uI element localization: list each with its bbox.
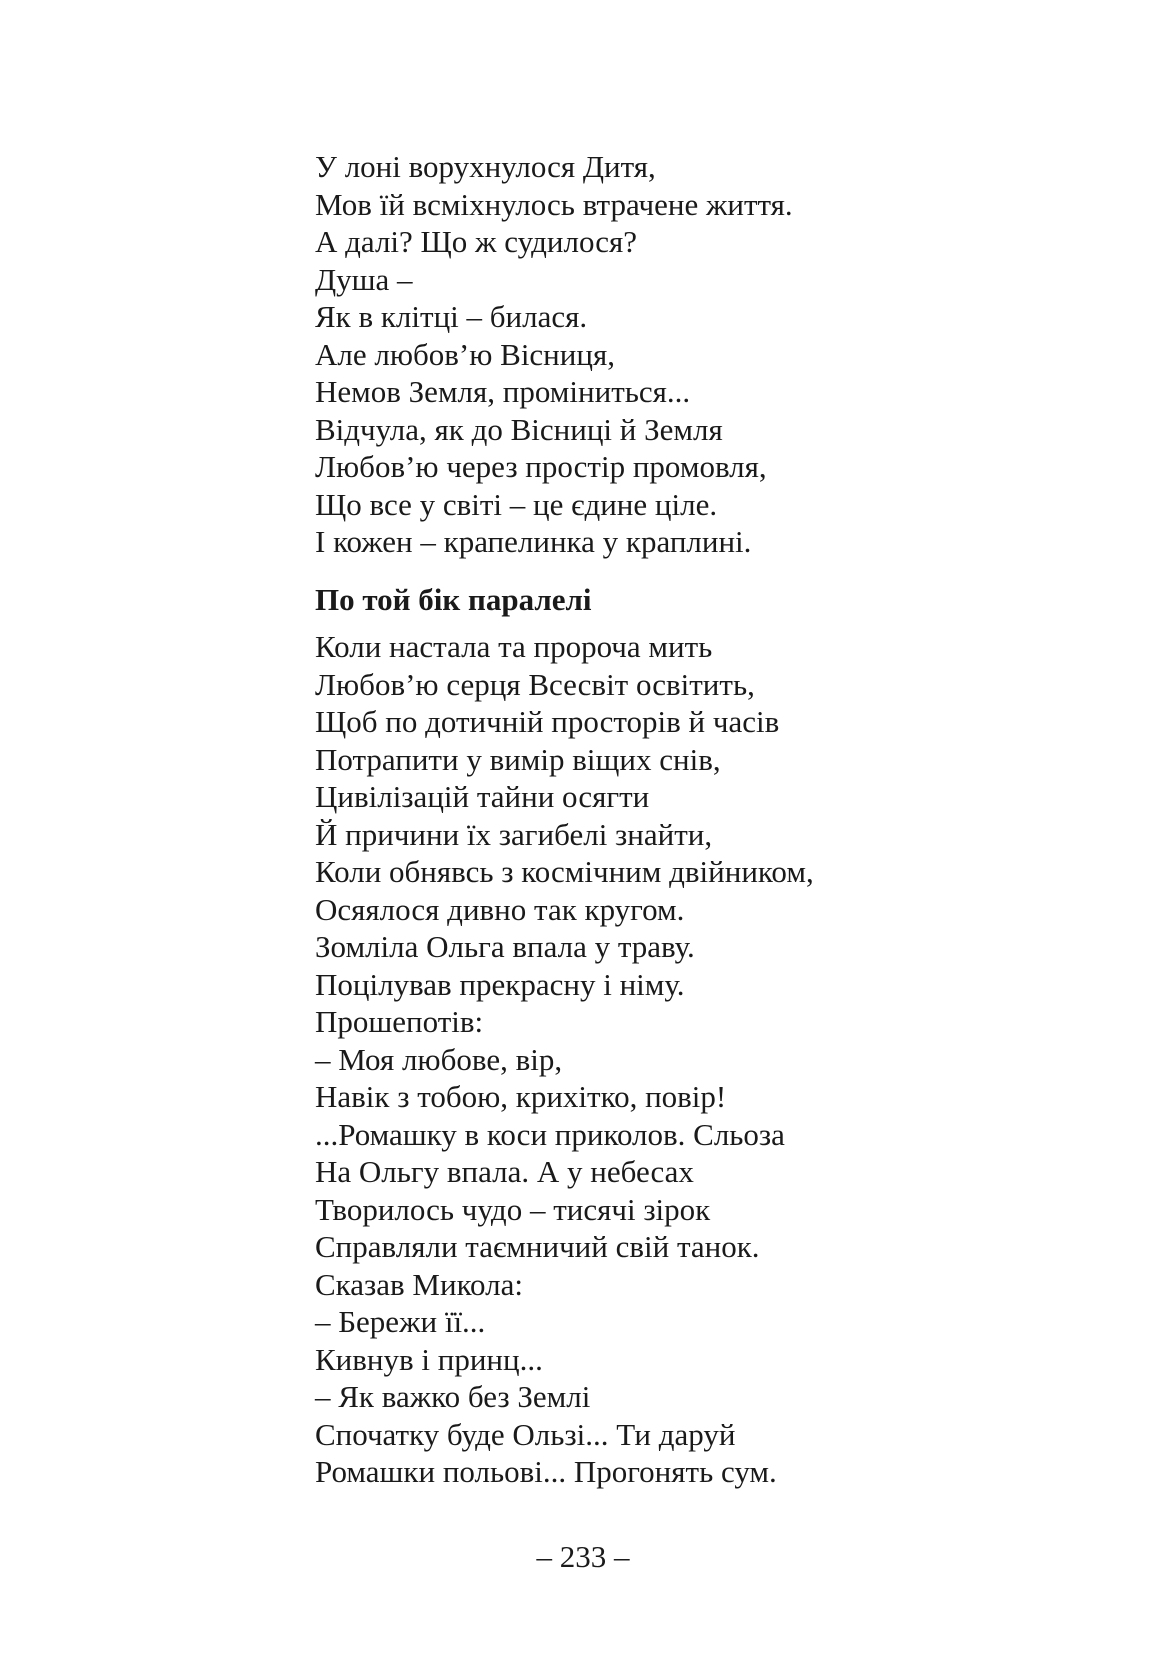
page-text [315,148,1075,1491]
poem-line: Щоб по дотичній просторів й часів [315,704,780,739]
poem-line: Відчула, як до Вісниці й Земля [315,411,723,447]
poem-line: Сказав Микола: [315,1266,523,1302]
poem-line: Прошепотів: [315,1004,484,1039]
poem-line: Мов їй всміхнулось втрачене життя. [315,186,793,222]
poem-line: Що все у світі – це єдине ціле. [315,486,718,522]
poem-line: ...Ромашку в коси приколов. Сльоза [315,1116,785,1152]
poem-line: Коли настала та пророча мить [315,629,713,664]
poem-line: І кожен – крапелинка у краплині. [315,524,752,559]
poem-title: По той бік паралелі [315,581,592,617]
page-number: – 233 – [536,1539,630,1574]
poem-line: Як в клітці – билася. [315,299,588,334]
poem-line: Навік з тобою, крихітко, повір! [315,1079,727,1114]
poem-line: А далі? Що ж судилося? [315,224,638,259]
poem-line: Й причини їх загибелі знайти, [315,816,713,852]
poem-line: Любов’ю через простір промовля, [315,449,767,484]
poem-line: Душа – [315,261,413,297]
poem-line: – Як важко без Землі [315,1379,591,1414]
poem-line: На Ольгу впала. А у небесах [315,1154,694,1189]
poem-line: Любов’ю серця Всесвіт освітить, [315,666,755,702]
poem-line: Справляли таємничий свій танок. [315,1229,760,1264]
poem-body [315,628,1075,1491]
poem-line: Осяялося дивно так кругом. [315,891,685,927]
poem-line: – Моя любове, вір, [315,1041,563,1077]
poem-line: Зомліла Ольга впала у траву. [315,929,695,964]
poem-line: Цивілізацій тайни осягти [315,779,650,814]
poem-line: Творилось чудо – тисячі зірок [315,1191,711,1227]
poem-line: У лоні ворухнулося Дитя, [315,149,656,184]
poem-fragment [315,148,1075,561]
poem-line: Ромашки польові... Прогонять сум. [315,1454,777,1489]
poem-line: Коли обнявсь з космічним двійником, [315,854,814,889]
poem-line: – Бережи її... [315,1304,486,1339]
poem-line: Кивнув і принц... [315,1341,543,1377]
poem-line: Але любов’ю Вісниця, [315,336,615,372]
poem-line: Спочатку буде Ользі... Ти даруй [315,1416,736,1452]
poem-line: Поцілував прекрасну і німу. [315,966,685,1002]
poem-line: Немов Земля, проміниться... [315,374,691,409]
poem-line: Потрапити у вимір віщих снів, [315,741,721,777]
